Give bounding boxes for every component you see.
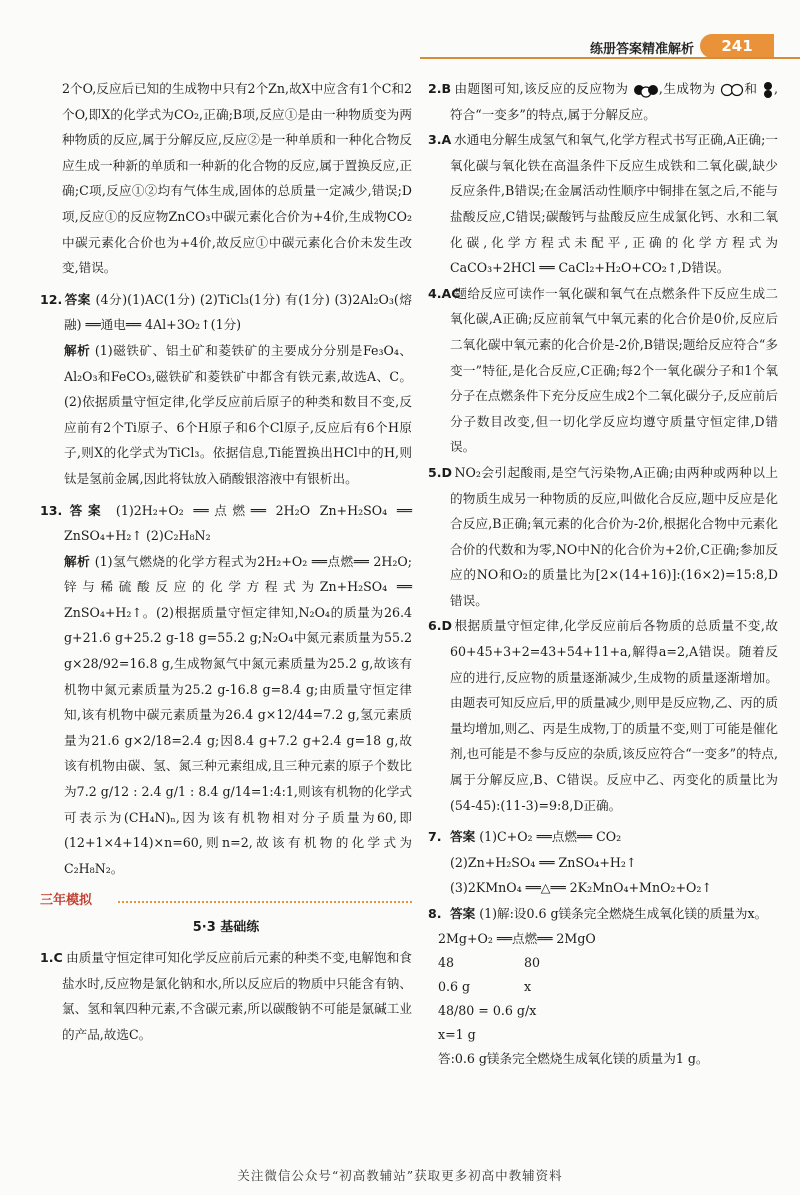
answer-line: (1)C+O₂ ══点燃══ CO₂ [479, 829, 622, 845]
page-header [0, 0, 800, 62]
question-number: 13. [40, 502, 63, 518]
question-number: 5.D [428, 464, 453, 480]
answer-label: 答案 [64, 291, 91, 307]
question-number: 8. [428, 906, 442, 921]
hydrogen-molecule-icon [762, 81, 774, 99]
section-divider [118, 901, 412, 903]
section-tag: 三年模拟 [40, 893, 93, 909]
question-8 [428, 901, 778, 927]
conclusion-line: 答:0.6 g镁条完全燃烧生成氧化镁的质量为1 g。 [438, 1050, 709, 1066]
reactant-molecule-icon [633, 82, 659, 98]
answer-text: (1)2H₂+O₂ ══点燃══ 2H₂O Zn+H₂SO₄ ══ ZnSO₄+H₂↑ (2)C₂H₈N₂ [64, 502, 412, 544]
header-title: 练册答案精准解析 [589, 42, 694, 57]
question-13 [40, 498, 412, 549]
question-text: ,符合“一变多”的特点,属于分解反应。 [450, 81, 778, 122]
explanation-text: (1)氢气燃烧的化学方程式为2H₂+O₂ ══点燃══ 2H₂O;锌与稀硫酸反应的化学方程式为Zn+H₂SO₄ ══ ZnSO₄+H₂↑。(2)根据质量守恒定律知,N₂O₄的质量为26.4 g+21.6 g+25.2 g-18 g=55.2 g;N₂O₄中氮元素质量为55.2 g×28/92=16.8 g,生成物氮气中氮元素质量为25.2 g,故该有机物中氮元素质量为25.2 g-16.8 g=8.4 g;由质量守恒定律知,该有机物中碳元素质量为26.4 g×12/44=7.2 g,氢元素质量为21.6 g×2/18=2.4 g;因8.4 g+7.2 g+2.4 g=18 g,故该有机物由碳、氢、氮三种元素组成,且三种元素的原子个数比为7.2 g/12 : 2.4 g/1 : 8.4 g/14=1:4:1,则该有机物的化学式可表示为(CH₄N)ₙ,因为该有机物相对分子质量为60,即(12+1×4+14)×n=60,则n=2,故该有机物的化学式为C₂H₈N₂。 [64, 553, 412, 876]
question-number: 2.B [428, 81, 452, 96]
section-header [40, 887, 412, 913]
question-12 [40, 287, 412, 338]
calculation-block [428, 927, 778, 1071]
question-number: 12. [40, 291, 63, 307]
question-number: 7. [428, 829, 442, 845]
answer-text: (4分)(1)AC(1分) (2)TiCl₃(1分) 有(1分) (3)2Al₂O₃(熔融) ══通电══ 4Al+3O₂↑(1分) [64, 291, 412, 333]
question-number: 4.AC [428, 285, 461, 301]
equation-line: 2Mg+O₂ ══点燃══ 2MgO [438, 930, 596, 946]
mass-value: 48 [438, 954, 455, 970]
answer-label: 答案 [450, 906, 476, 921]
explanation-label: 解析 [64, 342, 91, 358]
question-text: 由题图可知,该反应的反应物为 [454, 81, 629, 96]
question-text: ,生成物为 [658, 81, 716, 96]
page-footer: 关注微信公众号“初高教辅站”获取更多初高中教辅资料 [237, 1168, 563, 1183]
question-6 [428, 613, 778, 818]
question-5 [428, 460, 778, 614]
left-column [40, 76, 412, 1047]
question-text: NO₂会引起酸雨,是空气污染物,A正确;由两种或两种以上的物质生成另一种物质的反应,叫做化合反应,题中反应是化合反应,B正确;氧元素的化合价为-2价,根据化合物中元素化合价的代数和为零,NO中N的化合价为+2价,C正确;参加反应的NO和O₂的质量比为[2×(14+16)]:(16×2)=15:8,D错误。 [450, 464, 778, 608]
mass-value: 0.6 g [438, 978, 471, 994]
answer-label: 答案 [450, 829, 476, 845]
mass-value: x [524, 978, 532, 994]
answer-line: (2)Zn+H₂SO₄ ══ ZnSO₄+H₂↑ [450, 854, 637, 870]
question-12-explanation [40, 338, 412, 492]
subsection-title: 5·3 基础练 [192, 920, 260, 936]
explanation-text: (1)磁铁矿、铝土矿和菱铁矿的主要成分分别是Fe₃O₄、Al₂O₃和FeCO₃,磁铁矿和菱铁矿中都含有铁元素,故选A、C。(2)依据质量守恒定律,化学反应前后原子的种类和数目不变,反应前有2个Ti原子、6个H原子和6个Cl原子,反应后有6个H原子,则X的化学式为TiCl₃。依据信息,Ti能置换出HCl中的H,则钛是氢前金属,因此将钛放入硝酸银溶液中有银析出。 [64, 342, 413, 486]
question-text: 和 [743, 81, 758, 96]
question-4 [428, 281, 778, 460]
answer-intro: (1)解:设0.6 g镁条完全燃烧生成氧化镁的质量为x。 [479, 906, 768, 921]
question-13-explanation [40, 549, 412, 882]
question-number: 6.D [428, 618, 453, 634]
ratio-line: 48/80 = 0.6 g/x [438, 1002, 537, 1018]
question-1 [40, 945, 412, 1047]
mass-value: 80 [524, 954, 541, 970]
mass-row [438, 951, 778, 975]
question-number: 3.A [428, 132, 452, 148]
page-number-badge: 241 [700, 34, 774, 58]
oxygen-molecule-icon [720, 83, 744, 97]
result-line: x=1 g [438, 1026, 476, 1042]
question-7 [428, 824, 778, 850]
continued-paragraph: 2个O,反应后已知的生成物中只有2个Zn,故X中应含有1个C和2个O,即X的化学式为CO₂,正确;B项,反应①是由一种物质变为两种物质的反应,属于分解反应,反应②是一种单质和一种化合物反应生成一种新的单质和一种新的化合物的反应,属于置换反应,正确;C项,反应①②均有气体生成,固体的总质量一定减少,错误;D项,反应①的反应物ZnCO₃中碳元素化合价为+4价,生成物CO₂中碳元素化合价也为+4价,故反应①中碳元素化合价未发生改变,错误。 [62, 81, 412, 276]
question-text: 水通电分解生成氢气和氧气,化学方程式书写正确,A正确;一氧化碳与氧化铁在高温条件下反应生成铁和二氧化碳,缺少反应条件,B错误;在金属活动性顺序中铜排在氢之后,不能与盐酸反应,C错误;碳酸钙与盐酸反应生成氯化钙、水和二氧化碳,化学方程式未配平,正确的化学方程式为CaCO₃+2HCl ══ CaCl₂+H₂O+CO₂↑,D错误。 [450, 132, 778, 276]
answer-line: (3)2KMnO₄ ══△══ 2K₂MnO₄+MnO₂+O₂↑ [450, 880, 712, 896]
header-rule [420, 57, 800, 59]
question-number: 1.C [40, 950, 63, 965]
question-text: 根据质量守恒定律,化学反应前后各物质的总质量不变,故60+45+3+2=43+54+11+a,解得a=2,A错误。随着反应的进行,反应物的质量逐渐减少,生成物的质量逐渐增加。由题表可知反应后,甲的质量减少,则甲是反应物,乙、丙的质量均增加,则乙、丙是生成物,丁的质量不变,则丁可能是催化剂,也可能是不参与反应的杂质,该反应符合“一变多”的特点,属于分解反应,B、C错误。反应中乙、丙变化的质量比为(54-45):(11-3)=9:8,D正确。 [450, 618, 778, 813]
question-text: 题给反应可读作一氧化碳和氧气在点燃条件下反应生成二氧化碳,A正确;反应前氧气中氧元素的化合价是0价,反应后二氧化碳中氧元素的化合价是-2价,B错误;题给反应符合“多变一”特征,是化合反应,C正确;每2个一氧化碳分子和1个氧分子在点燃条件下充分反应生成2个二氧化碳分子,反应前后分子数目改变,但一切化学反应均遵守质量守恒定律,D错误。 [450, 285, 778, 455]
explanation-label: 解析 [64, 553, 91, 569]
question-2 [428, 76, 778, 127]
answer-label: 答案 [64, 502, 107, 518]
right-column [428, 76, 778, 1071]
question-text: 由质量守恒定律可知化学反应前后元素的种类不变,电解饱和食盐水时,反应物是氯化钠和水,所以反应后的物质中只能含有钠、氯、氢和氧四种元素,不含碳元素,所以碳酸钠不可能是氯碱工业的产品,故选C。 [62, 950, 412, 1042]
question-3 [428, 127, 778, 281]
mass-row [438, 975, 778, 999]
